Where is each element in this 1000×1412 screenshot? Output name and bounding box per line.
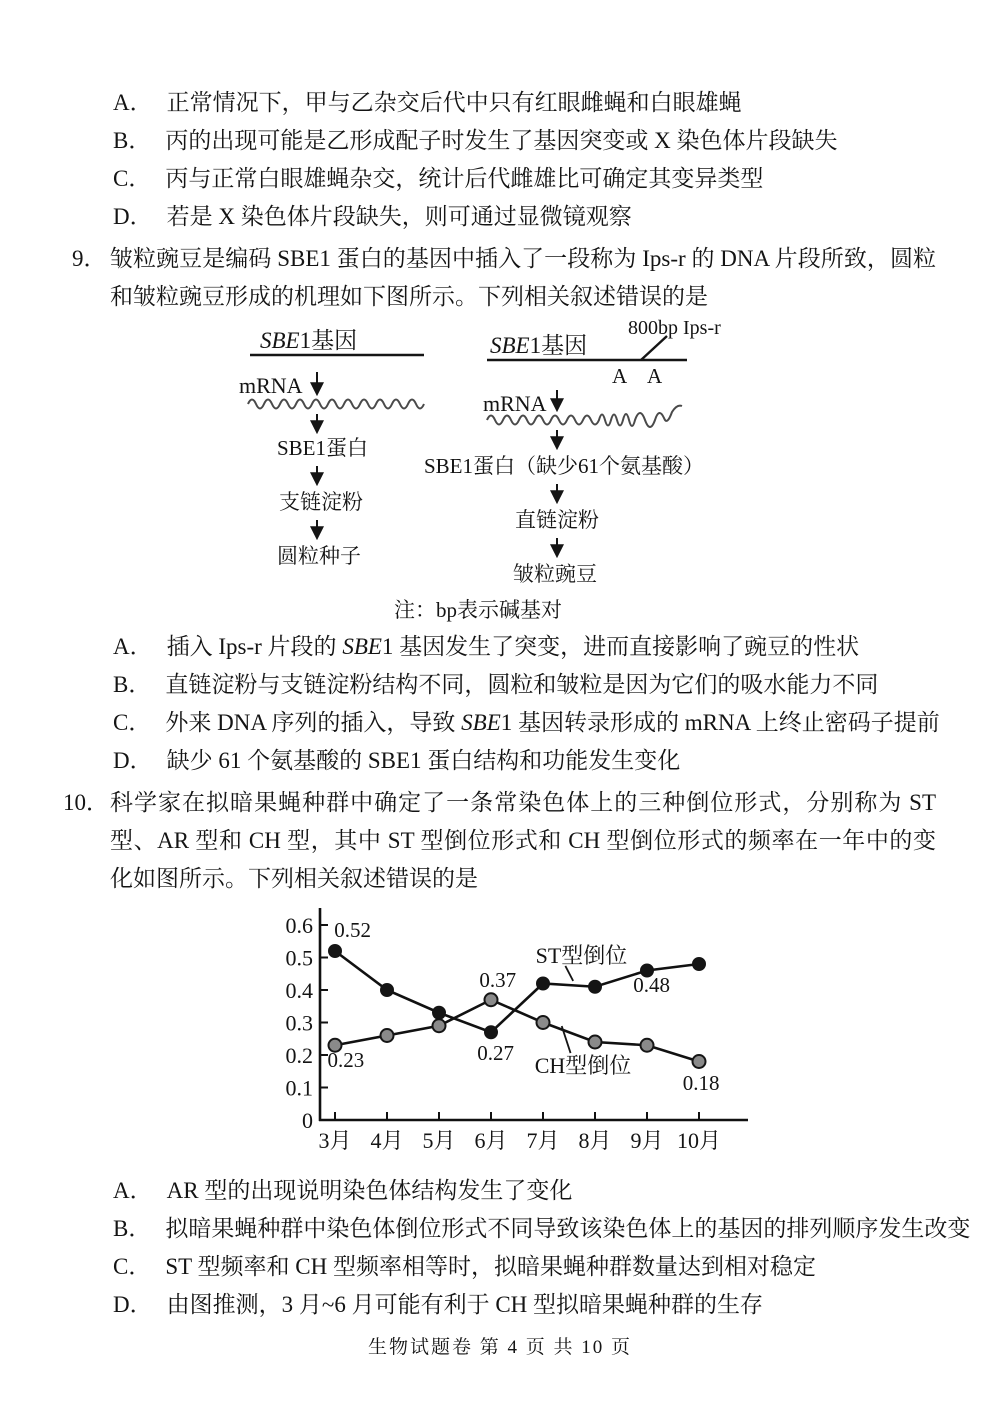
q9-stem-text: 皱粒豌豆是编码 SBE1 蛋白的基因中插入了一段称为 Ips-r 的 DNA 片段所致，圆粒和皱粒豌豆形成的机理如下图所示。下列相关叙述错误的是 xyxy=(110,246,936,309)
x-tick-label: 10月 xyxy=(676,1128,722,1153)
option-text: 正常情况下，甲与乙杂交后代中只有红眼雌蝇和白眼雄蝇 xyxy=(166,90,742,115)
product-label-left: 圆粒种子 xyxy=(277,544,361,568)
ch-data-point xyxy=(381,1029,394,1042)
option-text: 由图推测，3 月~6 月可能有利于 CH 型拟暗果蝇种群的生存 xyxy=(166,1292,764,1317)
x-tick-label: 6月 xyxy=(474,1128,508,1153)
q10-chart xyxy=(0,898,1000,1166)
st-data-point xyxy=(693,958,706,971)
option-letter: B． xyxy=(113,672,152,697)
option-letter: A． xyxy=(113,90,153,115)
insert-label: 800bp Ips-r xyxy=(628,317,721,339)
q8-option-b xyxy=(113,122,1000,160)
product-label-right: 皱粒豌豆 xyxy=(513,562,597,586)
option-letter: B． xyxy=(113,128,152,153)
y-tick-label: 0.5 xyxy=(285,945,313,971)
option-letter: D． xyxy=(113,204,153,229)
q10-option-b xyxy=(113,1210,1000,1248)
st-data-point xyxy=(537,977,550,990)
mrna-label-right: mRNA xyxy=(483,391,547,416)
q10-stem-text: 科学家在拟暗果蝇种群中确定了一条常染色体上的三种倒位形式，分别称为 ST 型、AR 型和 CH 型，其中 ST 型倒位形式和 CH 型倒位形式的频率在一年中的变化如图所示。下列相关叙述错误的是 xyxy=(110,790,936,891)
option-text: 拟暗果蝇种群中染色体倒位形式不同导致该染色体上的基因的排列顺序发生改变 xyxy=(165,1216,971,1241)
st-data-point xyxy=(329,945,342,958)
option-text: 直链淀粉与支链淀粉结构不同，圆粒和皱粒是因为它们的吸水能力不同 xyxy=(165,672,879,697)
q9-stem xyxy=(72,240,936,316)
option-text: 外来 DNA 序列的插入，导致 SBE1 基因转录形成的 mRNA 上终止密码子提前 xyxy=(165,710,940,735)
inversion-frequency-chart xyxy=(278,898,798,1166)
q10-stem xyxy=(63,784,936,898)
option-letter: A． xyxy=(113,1178,153,1203)
gene-label-right: SBE1基因 xyxy=(490,333,588,358)
point-value-label: 0.37 xyxy=(479,967,517,992)
q9-number: 9． xyxy=(72,246,107,271)
q10-options xyxy=(0,1172,1000,1324)
page-footer: 生物试题卷 第 4 页 共 10 页 xyxy=(367,1337,632,1358)
ch-data-point xyxy=(589,1036,602,1049)
ch-data-point xyxy=(433,1019,446,1032)
y-tick-label: 0.1 xyxy=(285,1075,313,1101)
q8-option-d xyxy=(113,198,1000,236)
inserted-bases-label: A A xyxy=(612,364,663,388)
st-label-leader xyxy=(565,966,573,981)
q9-diagram xyxy=(0,316,1000,622)
st-data-point xyxy=(485,1026,498,1039)
y-tick-label: 0 xyxy=(302,1108,313,1133)
st-data-point xyxy=(433,1006,446,1019)
y-tick-label: 0.4 xyxy=(285,978,313,1003)
st-data-point xyxy=(589,980,602,993)
x-tick-label: 5月 xyxy=(422,1128,456,1153)
option-letter: B． xyxy=(113,1216,152,1241)
st-data-point xyxy=(381,984,394,997)
ch-data-point xyxy=(693,1055,706,1068)
option-letter: C． xyxy=(113,1254,152,1279)
ch-data-point xyxy=(641,1039,654,1052)
diagram-note: 注：bp表示碱基对 xyxy=(394,598,562,622)
question-8-options xyxy=(0,0,1000,236)
gene-label-left: SBE1基因 xyxy=(260,328,358,353)
point-value-label: 0.23 xyxy=(327,1047,365,1072)
mrna-wave-left xyxy=(248,400,424,409)
ch-series-label: CH型倒位 xyxy=(534,1052,632,1078)
option-letter: C． xyxy=(113,166,152,191)
x-tick-label: 8月 xyxy=(578,1128,612,1153)
starch-label-left: 支链淀粉 xyxy=(279,490,363,514)
protein-label-right: SBE1蛋白（缺少61个氨基酸） xyxy=(424,454,705,478)
option-text: ST 型频率和 CH 型频率相等时，拟暗果蝇种群数量达到相对稳定 xyxy=(165,1254,816,1279)
y-tick-label: 0.2 xyxy=(285,1043,313,1068)
q9-option-c xyxy=(113,704,1000,742)
option-letter: C． xyxy=(113,710,152,735)
option-text: 丙的出现可能是乙形成配子时发生了基因突变或 X 染色体片段缺失 xyxy=(165,128,838,153)
y-tick-label: 0.6 xyxy=(285,913,313,938)
x-tick-label: 4月 xyxy=(370,1128,404,1153)
q8-option-c xyxy=(113,160,1000,198)
q10-number: 10． xyxy=(63,790,109,815)
q9-option-d xyxy=(113,742,1000,780)
protein-label-left: SBE1蛋白 xyxy=(277,436,369,460)
q8-option-a xyxy=(113,84,1000,122)
option-letter: A． xyxy=(113,634,153,659)
q10-option-c xyxy=(113,1248,1000,1286)
point-value-label: 0.27 xyxy=(477,1041,515,1066)
q9-option-b xyxy=(113,666,1000,704)
y-tick-label: 0.3 xyxy=(285,1010,313,1036)
question-9 xyxy=(0,240,1000,780)
q10-option-d xyxy=(113,1286,1000,1324)
point-value-label: 0.18 xyxy=(682,1070,720,1095)
point-value-label: 0.48 xyxy=(633,973,671,998)
q10-option-a xyxy=(113,1172,1000,1210)
q9-options xyxy=(0,628,1000,780)
st-series-label: ST型倒位 xyxy=(535,942,628,968)
starch-label-right: 直链淀粉 xyxy=(515,508,599,532)
ch-data-point xyxy=(537,1016,550,1029)
option-text: 丙与正常白眼雄蝇杂交，统计后代雌雄比可确定其变异类型 xyxy=(165,166,764,191)
x-tick-label: 7月 xyxy=(526,1128,560,1153)
option-letter: D． xyxy=(113,748,153,773)
option-letter: D． xyxy=(113,1292,153,1317)
option-text: 缺少 61 个氨基酸的 SBE1 蛋白结构和功能发生变化 xyxy=(166,748,681,773)
x-tick-label: 9月 xyxy=(630,1128,664,1153)
ch-data-point xyxy=(485,993,498,1006)
x-tick-label: 3月 xyxy=(318,1128,352,1153)
option-text: 若是 X 染色体片段缺失，则可通过显微镜观察 xyxy=(166,204,632,229)
mrna-label-left: mRNA xyxy=(239,373,303,398)
option-text: 插入 Ips-r 片段的 SBE1 基因发生了突变，进而直接影响了豌豆的性状 xyxy=(166,634,860,659)
question-10 xyxy=(0,784,1000,1324)
option-text: AR 型的出现说明染色体结构发生了变化 xyxy=(166,1178,573,1203)
q9-option-a xyxy=(113,628,1000,666)
point-value-label: 0.52 xyxy=(334,917,372,942)
